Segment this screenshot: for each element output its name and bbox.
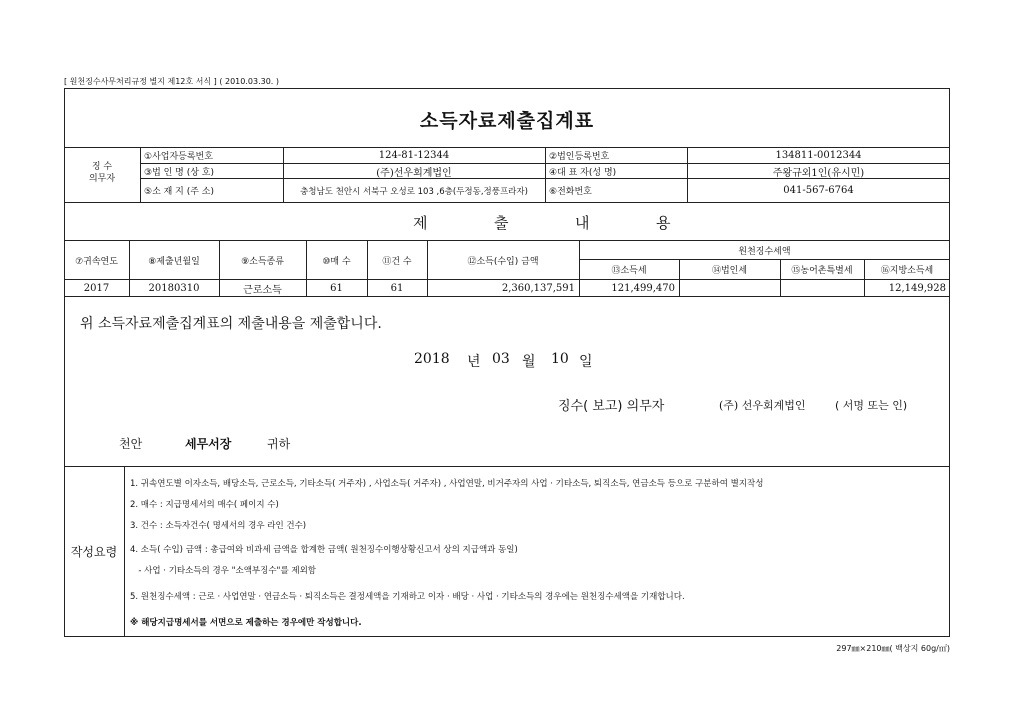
row-income-tax: 121,499,470 — [611, 282, 675, 294]
rule — [64, 296, 950, 297]
guide-item: 3. 건수 : 소득자건수( 명세서의 경우 라인 건수) — [130, 521, 307, 531]
rule — [124, 466, 125, 637]
col-count: ⑪건 수 — [382, 256, 412, 267]
guide-item: 4. 소득( 수입) 금액 : 총급여와 비과세 금액을 합계한 금액( 원천징수이행상황신고서 상의 지급액과 동일) — [130, 545, 518, 555]
paper-spec: 297㎜×210㎜( 백상지 60g/㎡) — [836, 644, 950, 653]
withholder-label-2: 의무자 — [88, 173, 116, 184]
row-type: 근로소득 — [243, 284, 282, 296]
row-local-tax: 12,149,928 — [888, 282, 946, 294]
corp-name-value: (주)선우회계법인 — [376, 167, 452, 179]
col-sheets: ⑩매 수 — [322, 256, 351, 267]
date-month: 03 — [492, 351, 510, 367]
col-year: ⑦귀속연도 — [75, 256, 118, 267]
statement: 위 소득자료제출집계표의 제출내용을 제출합니다. — [80, 316, 382, 332]
col-type: ⑨소득종류 — [241, 256, 284, 267]
phone-value: 041-567-6764 — [783, 185, 854, 196]
submission-header-char: 제 — [413, 214, 428, 232]
col-local-tax: ⑯지방소득세 — [880, 266, 934, 276]
biz-reg-label: ①사업자등록번호 — [144, 152, 213, 162]
rule — [64, 466, 950, 467]
addressee-city: 천안 — [119, 437, 143, 451]
col-income-tax: ⑬소득세 — [611, 266, 647, 276]
addressee-suffix: 귀하 — [267, 437, 291, 451]
col-date: ⑧제출년월일 — [148, 256, 200, 267]
guide-note: ※ 해당지급명세서를 서면으로 제출하는 경우에만 작성합니다. — [130, 618, 362, 628]
row-date: 20180310 — [148, 282, 200, 294]
guide-item: 5. 원천징수세액 : 근로 · 사업연말 · 연금소득 · 퇴직소득은 결정세액을 기재하고 이자 · 배당 · 사업 · 기타소득의 경우에는 원천징수세액을 기재합니다. — [130, 592, 685, 602]
form-note: [ 원천징수사무처리규정 별지 제12호 서식 ] ( 2010.03.30. ) — [64, 77, 280, 86]
submission-header-char: 용 — [656, 214, 671, 232]
withholder-label-1: 징 수 — [91, 161, 113, 172]
rep-value: 주왕규외1인(유시민) — [772, 167, 865, 179]
rep-label: ④대 표 자(성 명) — [549, 167, 617, 178]
guide-item: 2. 매수 : 지급명세서의 매수( 페이지 수) — [130, 500, 279, 510]
col-withholding: 원천징수세액 — [738, 246, 791, 257]
rule — [64, 202, 950, 203]
row-year: 2017 — [83, 282, 110, 294]
date-month-unit: 월 — [522, 354, 536, 370]
col-corp-tax: ⑭법인세 — [711, 266, 748, 276]
submission-header-char: 출 — [494, 214, 509, 232]
guide-item: - 사업 · 기타소득의 경우 "소액부징수"를 제외함 — [133, 566, 317, 576]
biz-reg-value: 124-81-12344 — [378, 150, 450, 161]
row-corp-tax — [679, 280, 780, 296]
date-day-unit: 일 — [579, 354, 593, 370]
signature-label: 징수( 보고) 의무자 — [558, 399, 665, 414]
signature-note: ( 서명 또는 인) — [835, 399, 908, 412]
form-title: 소득자료제출집계표 — [419, 110, 595, 132]
submission-header-char: 내 — [575, 214, 590, 232]
corp-reg-value: 134811-0012344 — [775, 150, 862, 161]
date-year-unit: 년 — [467, 354, 481, 370]
phone-label: ⑥전화번호 — [549, 187, 592, 197]
row-count: 61 — [390, 282, 404, 294]
corp-reg-label: ②법인등록번호 — [549, 152, 610, 162]
date-year: 2018 — [414, 351, 450, 367]
address-label: ⑤소 재 지 (주 소) — [144, 187, 215, 197]
addressee-office: 세무서장 — [185, 437, 232, 451]
signature-name: (주) 선우회계법인 — [719, 399, 806, 412]
date-day: 10 — [551, 351, 569, 367]
address-value: 충청남도 천안시 서북구 오성로 103 ,6층(두정동,정풍프라자) — [300, 186, 528, 197]
row-sheets: 61 — [330, 282, 343, 294]
col-rural-tax: ⑮농어촌특별세 — [791, 266, 853, 276]
row-rural-tax — [780, 280, 864, 296]
row-amount: 2,360,137,591 — [501, 282, 575, 294]
corp-name-label: ③법 인 명 (상 호) — [144, 167, 215, 178]
guide-label: 작성요령 — [70, 544, 118, 559]
guide-item: 1. 귀속연도별 이자소득, 배당소득, 근로소득, 기타소득( 거주자) , 사업소득( 거주자) , 사업연말, 비거주자의 사업 · 기타소득, 퇴직소득, 연금소득 등으로 구분하여 별지작성 — [130, 479, 764, 489]
col-amount: ⑫소득(수입) 금액 — [467, 256, 539, 267]
